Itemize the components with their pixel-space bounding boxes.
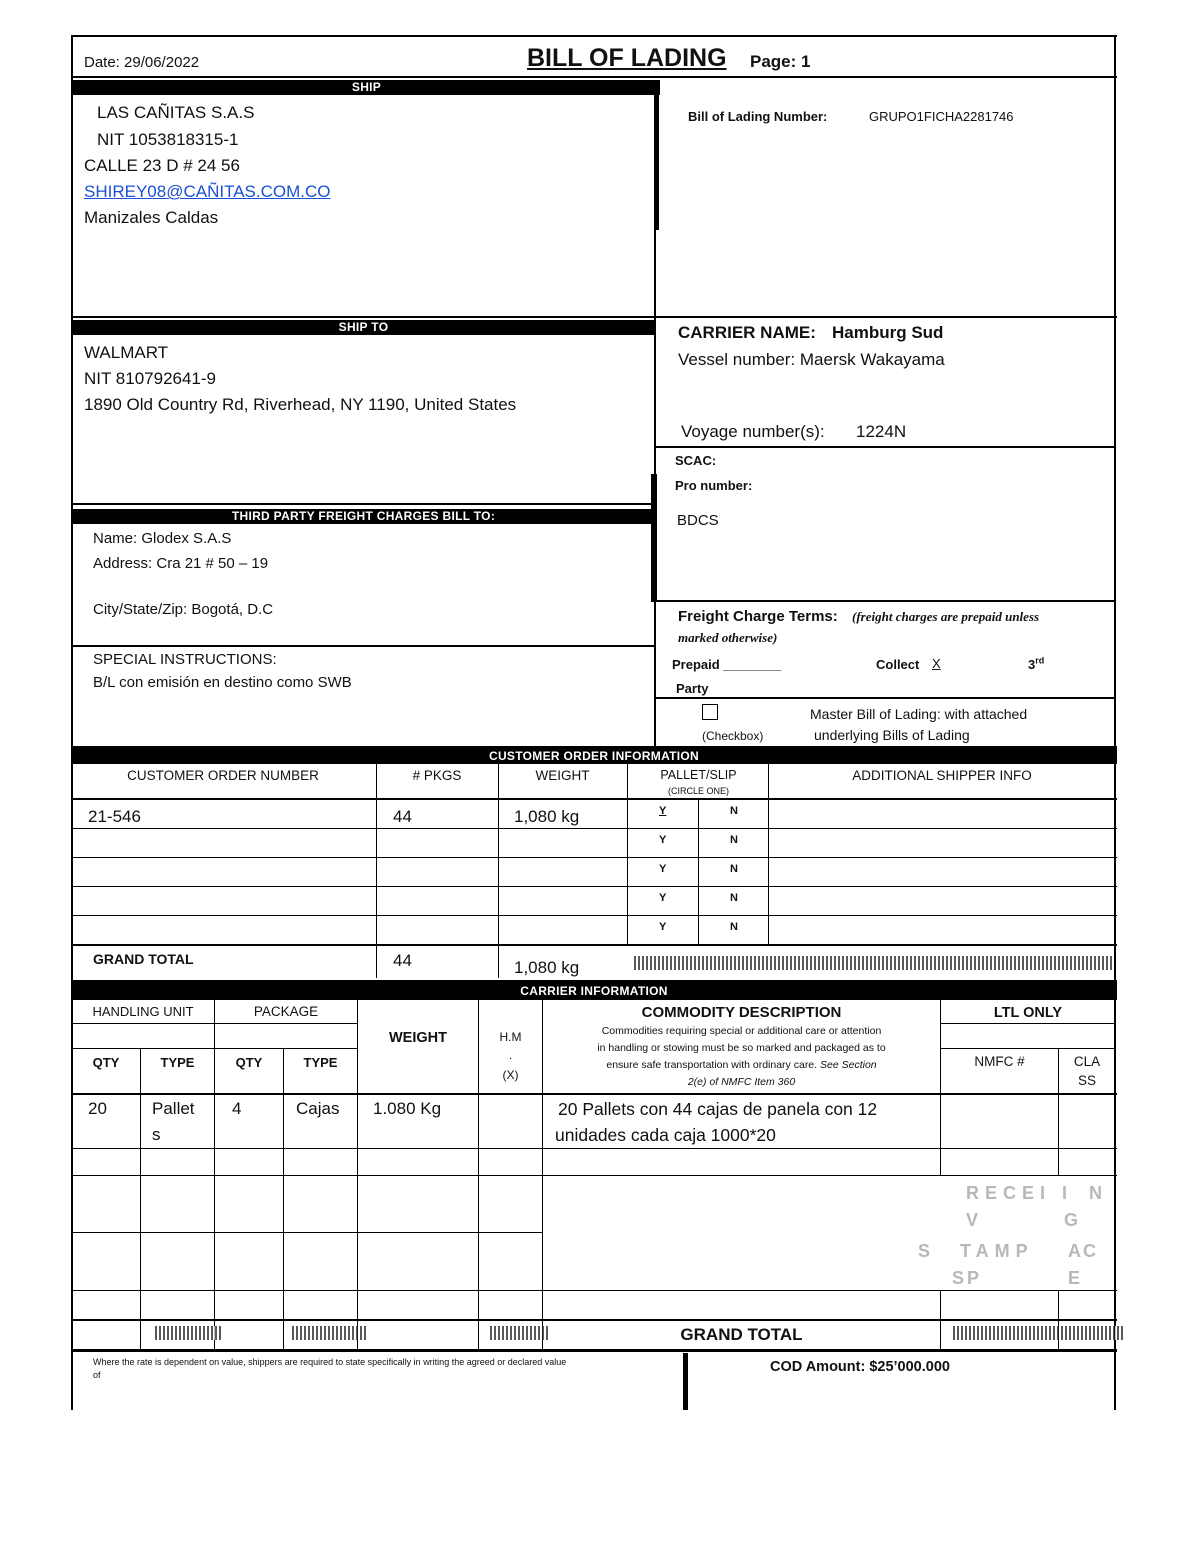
ci-hu-type: TYPE — [160, 1055, 195, 1070]
co-header-bottom — [71, 798, 1117, 800]
co-row-line-1 — [71, 828, 1117, 829]
ci-grand-total: GRAND TOTAL — [680, 1325, 803, 1344]
co-row-line-4 — [71, 915, 1117, 916]
ci-hm-2: . — [508, 1048, 513, 1062]
co-header-weight: WEIGHT — [535, 768, 590, 783]
ci-commodity-note-4: 2(e) of NMFC Item 360 — [687, 1076, 796, 1088]
prepaid-field[interactable]: Prepaid ________ — [672, 657, 782, 672]
stamp-text-1: RECEI — [966, 1183, 1052, 1203]
shipper-city: Manizales Caldas — [84, 208, 219, 227]
ci-col-3 — [283, 1048, 284, 1350]
ci-commodity-see: See Section — [820, 1059, 877, 1071]
co-col-4 — [768, 764, 769, 944]
ci-col-5 — [478, 1000, 479, 1350]
footer-top-line — [71, 1351, 1117, 1352]
special-instructions-value: B/L con emisión en destino como SWB — [93, 674, 352, 691]
shipper-email-link[interactable]: SHIREY08@CAÑITAS.COM.CO — [84, 182, 331, 201]
co-grand-total-label: GRAND TOTAL — [93, 951, 194, 967]
co-col-1 — [376, 764, 377, 978]
co-weight: 1,080 kg — [514, 807, 580, 826]
thirdparty-city: City/State/Zip: Bogotá, D.C — [93, 601, 274, 618]
stamp-text-5: G — [1064, 1210, 1085, 1230]
master-bol-top-line — [654, 697, 1116, 699]
shipper-address: CALLE 23 D # 24 56 — [84, 156, 240, 175]
ci-ltl-only: LTL ONLY — [993, 1005, 1063, 1021]
shipper-name: LAS CAÑITAS S.A.S — [97, 103, 255, 122]
thirdparty-address: Address: Cra 21 # 50 – 19 — [93, 555, 269, 572]
third-party-option[interactable] — [1028, 656, 1044, 672]
carrier-name-label: CARRIER NAME: — [678, 323, 816, 342]
co-pallet-yes-5[interactable]: Y — [659, 921, 667, 933]
ship-right-border — [654, 80, 659, 230]
pro-number-value: BDCS — [677, 512, 719, 529]
collect-label: Collect — [876, 657, 920, 672]
stamp-text-3: N — [1089, 1183, 1108, 1203]
ci-col-7b — [940, 1290, 941, 1350]
ci-shade-hm — [490, 1326, 548, 1340]
freight-terms-note: (freight charges are prepaid unless — [852, 609, 1040, 624]
co-pallet-yes-2[interactable]: Y — [659, 834, 667, 846]
co-order-number: 21-546 — [88, 807, 141, 826]
ci-row-desc-1: 20 Pallets con 44 cajas de panela con 12 — [558, 1099, 878, 1119]
cod-amount: COD Amount: $25’000.000 — [770, 1359, 950, 1375]
ci-row-weight: 1.080 Kg — [373, 1099, 442, 1118]
ci-hm-3: (X) — [502, 1068, 519, 1082]
co-row-line-2 — [71, 857, 1117, 858]
consignee-address: 1890 Old Country Rd, Riverhead, NY 1190, United States — [84, 395, 517, 414]
ci-hm-1: H.M — [499, 1030, 522, 1044]
collect-mark[interactable]: X — [932, 656, 941, 671]
ci-row-hu-type-1: Pallet — [152, 1099, 195, 1118]
bol-number-value: GRUPO1FICHA2281746 — [869, 109, 1014, 124]
co-row-line-3 — [71, 886, 1117, 887]
stamp-text-2: I — [1062, 1183, 1074, 1203]
special-top-line — [71, 645, 656, 647]
co-pallet-yes-3[interactable]: Y — [659, 863, 667, 875]
ci-col-8a — [1058, 1048, 1059, 1176]
ci-col-2 — [214, 1000, 215, 1350]
ci-commodity-note-1: Commodities requiring special or additional care or attention — [601, 1025, 882, 1037]
carrier-info-bar: CARRIER INFORMATION — [71, 980, 1117, 1000]
ci-row-line-2 — [71, 1175, 1117, 1176]
ci-commodity-note-3 — [544, 1059, 939, 1071]
special-instructions-label: SPECIAL INSTRUCTIONS: — [93, 651, 277, 668]
stamp-text-7: TAMP — [960, 1241, 1034, 1261]
co-pallet-no-4[interactable]: N — [730, 892, 738, 904]
vessel-number: Vessel number: Maersk Wakayama — [678, 350, 945, 369]
ci-col-1 — [140, 1048, 141, 1350]
ci-row-line-3 — [71, 1232, 543, 1233]
ci-commodity-title: COMMODITY DESCRIPTION — [641, 1004, 842, 1021]
page-number: Page: 1 — [750, 52, 811, 71]
footer-note-2: of — [93, 1370, 101, 1380]
master-bol-text-2: underlying Bills of Lading — [814, 727, 970, 743]
co-grand-total-pkgs: 44 — [393, 951, 412, 970]
ci-row-line-5 — [71, 1319, 1117, 1321]
ci-nmfc: NMFC # — [974, 1054, 1025, 1069]
ci-row-pkg-qty: 4 — [232, 1099, 242, 1118]
third-party-label: 3rd — [1028, 656, 1045, 673]
stamp-text-9: SP — [952, 1268, 983, 1288]
ship-right-border-thin — [654, 230, 656, 320]
consignee-name: WALMART — [84, 343, 169, 362]
ci-row-desc-2: unidades cada caja 1000*20 — [555, 1125, 776, 1145]
shipper-nit: NIT 1053818315-1 — [97, 130, 239, 149]
ci-handling-unit: HANDLING UNIT — [92, 1004, 194, 1019]
frame-right — [1114, 35, 1116, 1410]
freight-terms-label: Freight Charge Terms: — [678, 608, 838, 625]
ci-row-line-1 — [71, 1148, 1117, 1149]
co-pallet-no-2[interactable]: N — [730, 834, 738, 846]
ship-bar: SHIP — [73, 80, 660, 95]
frame-left — [71, 35, 73, 1410]
co-grand-total-weight: 1,080 kg — [514, 958, 580, 977]
thirdparty-top-line — [71, 503, 656, 505]
co-circle-one: (CIRCLE ONE) — [667, 786, 729, 796]
date-text: Date: 29/06/2022 — [84, 54, 200, 71]
freight-left-border — [654, 600, 656, 746]
voyage-value: 1224N — [856, 422, 907, 441]
third-party-superscript: rd — [1035, 656, 1045, 666]
stamp-text-6: S — [918, 1241, 937, 1261]
freight-top-line — [654, 600, 1116, 602]
stamp-text-4: V — [966, 1210, 985, 1230]
voyage-label: Voyage number(s): — [681, 422, 825, 441]
co-pkgs: 44 — [393, 807, 412, 826]
pro-number-label: Pro number: — [675, 478, 753, 493]
co-col-yn — [698, 800, 699, 944]
co-pallet-yes-4[interactable]: Y — [659, 892, 667, 904]
consignee-nit: NIT 810792641-9 — [84, 369, 217, 388]
header-divider — [71, 76, 1117, 78]
ci-header-bottom — [71, 1093, 1117, 1095]
shipto-bar: SHIP TO — [73, 320, 654, 335]
ci-pkg-qty: QTY — [235, 1055, 263, 1070]
ci-col-7a — [940, 1000, 941, 1176]
co-header-order: CUSTOMER ORDER NUMBER — [127, 768, 319, 783]
stamp-text-8: AC — [1068, 1241, 1098, 1261]
co-row-line-5 — [71, 944, 1117, 946]
ci-commodity-note-3-text: ensure safe transportation with ordinary care. — [606, 1059, 818, 1071]
frame-top — [71, 35, 1117, 37]
co-col-3 — [627, 764, 628, 944]
ci-col-8b — [1058, 1290, 1059, 1350]
ci-weight-header: WEIGHT — [389, 1030, 447, 1046]
ci-shade-pkg — [292, 1326, 366, 1340]
co-pallet-no-3[interactable]: N — [730, 863, 738, 875]
footer-note-1: Where the rate is dependent on value, shippers are required to state specifically in writing the agreed or declared value — [93, 1357, 567, 1367]
ci-col-6 — [542, 1000, 543, 1350]
scac-top-line — [654, 446, 1116, 448]
footer-divider — [683, 1353, 688, 1410]
thirdparty-bar: THIRD PARTY FREIGHT CHARGES BILL TO: — [73, 509, 654, 524]
carrier-name-value: Hamburg Sud — [832, 323, 944, 342]
ci-ltl-line — [940, 1023, 1116, 1024]
ci-package: PACKAGE — [253, 1004, 319, 1019]
co-col-2 — [498, 764, 499, 978]
co-pallet-no-1[interactable]: N — [730, 805, 738, 817]
ci-class-2: SS — [1077, 1073, 1096, 1088]
co-pallet-yes-1[interactable]: Y — [659, 805, 667, 817]
customer-order-bar: CUSTOMER ORDER INFORMATION — [71, 746, 1117, 764]
bol-number-label: Bill of Lading Number: — [688, 109, 828, 124]
master-bol-text-1: Master Bill of Lading: with attached — [810, 706, 1028, 722]
stamp-text-10: E — [1068, 1268, 1087, 1288]
co-header-pallet: PALLET/SLIP — [660, 768, 737, 782]
ci-shade-ltl — [953, 1326, 1123, 1340]
co-header-pkgs: # PKGS — [412, 768, 462, 783]
co-shaded-area — [634, 956, 1114, 970]
checkbox-caption: (Checkbox) — [702, 729, 764, 743]
ci-shade-hu — [155, 1326, 223, 1340]
ci-row-pkg-type: Cajas — [296, 1099, 340, 1118]
thirdparty-name: Name: Glodex S.A.S — [93, 530, 232, 547]
shipto-top-line — [71, 316, 1117, 318]
ci-commodity-note-2: in handling or stowing must be so marked and packaged as to — [597, 1042, 886, 1054]
ci-row-hu-type-2: s — [152, 1125, 161, 1144]
thirdparty-right-border — [651, 474, 657, 602]
party-label: Party — [676, 681, 709, 696]
freight-terms-note2: marked otherwise) — [678, 630, 778, 645]
ci-row-hu-qty: 20 — [88, 1099, 107, 1118]
ci-nmfc-line — [940, 1048, 1116, 1049]
master-bol-checkbox[interactable] — [702, 704, 718, 720]
ci-hu-qty: QTY — [92, 1055, 120, 1070]
ci-class-1: CLA — [1073, 1054, 1101, 1069]
document-title: BILL OF LADING — [527, 44, 727, 72]
ci-row-line-4 — [71, 1290, 1117, 1291]
scac-label: SCAC: — [675, 453, 717, 468]
co-header-additional: ADDITIONAL SHIPPER INFO — [852, 768, 1032, 783]
ci-col-4 — [357, 1000, 358, 1350]
ci-pkg-type: TYPE — [303, 1055, 338, 1070]
co-pallet-no-5[interactable]: N — [730, 921, 738, 933]
